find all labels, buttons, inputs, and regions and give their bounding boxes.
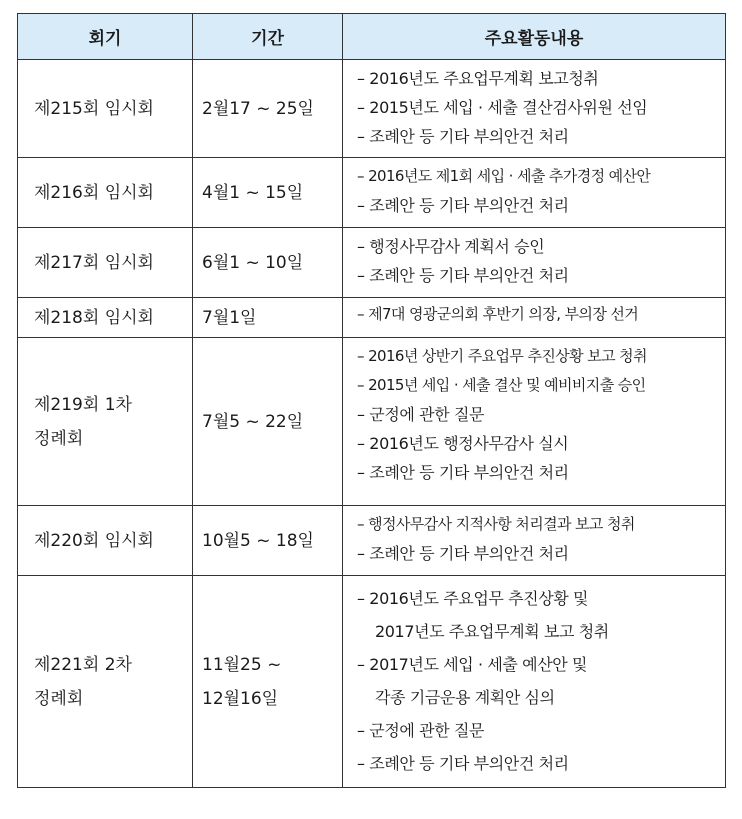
header-row [18, 14, 726, 60]
session-cell [18, 338, 193, 506]
activity-item: – 군정에 관한 질문 [357, 405, 485, 424]
period-line: 12월16일 [202, 688, 279, 709]
activity-item: – 조례안 등 기타 부의안건 처리 [357, 754, 569, 773]
activity-item: – 조례안 등 기타 부의안건 처리 [357, 463, 569, 482]
activity-item: – 조례안 등 기타 부의안건 처리 [357, 196, 569, 215]
table-row [18, 60, 726, 158]
period-cell: 7월5 ~ 22일 [193, 338, 343, 506]
activities-cell [343, 228, 726, 298]
session-cell: 제218회 임시회 [18, 298, 193, 338]
activity-item: 2017년도 주요업무계획 보고 청취 [375, 622, 609, 641]
period-cell: 7월1일 [193, 298, 343, 338]
activity-item: – 조례안 등 기타 부의안건 처리 [357, 266, 569, 285]
session-line: 정례회 [34, 428, 84, 449]
table-row [18, 228, 726, 298]
session-cell: 제215회 임시회 [18, 60, 193, 158]
header-session: 회기 [18, 14, 193, 60]
period-cell: 4월1 ~ 15일 [193, 158, 343, 228]
activity-item: – 2016년도 제1회 세입 · 세출 추가경정 예산안 [357, 167, 651, 185]
activity-item: 각종 기금운용 계획안 심의 [375, 688, 555, 707]
table-row [18, 576, 726, 788]
table-row [18, 338, 726, 506]
session-cell [18, 576, 193, 788]
activity-item: – 2016년도 주요업무 추진상황 및 [357, 589, 589, 608]
activity-item: – 2015년도 세입 · 세출 결산검사위원 선임 [357, 98, 648, 117]
activities-cell [343, 576, 726, 788]
activities-cell [343, 506, 726, 576]
activity-item: – 2016년도 행정사무감사 실시 [357, 434, 569, 453]
activity-item: – 2016년도 주요업무계획 보고청취 [357, 69, 599, 88]
table-row [18, 506, 726, 576]
period-cell [193, 576, 343, 788]
activities-cell [343, 60, 726, 158]
activities-cell [343, 338, 726, 506]
session-cell: 제220회 임시회 [18, 506, 193, 576]
activity-item: – 2015년 세입 · 세출 결산 및 예비비지출 승인 [357, 376, 646, 394]
activity-item: – 행정사무감사 지적사항 처리결과 보고 청취 [357, 515, 635, 533]
session-line: 제219회 1차 [34, 394, 132, 415]
session-cell: 제217회 임시회 [18, 228, 193, 298]
activities-cell [343, 298, 726, 338]
activities-cell [343, 158, 726, 228]
activity-item: – 군정에 관한 질문 [357, 721, 485, 740]
table-row [18, 298, 726, 338]
activity-item: – 조례안 등 기타 부의안건 처리 [357, 544, 569, 563]
activity-item: – 2017년도 세입 · 세출 예산안 및 [357, 655, 588, 674]
activity-item: – 조례안 등 기타 부의안건 처리 [357, 127, 569, 146]
period-line: 11월25 ~ [202, 654, 282, 675]
activity-item: – 행정사무감사 계획서 승인 [357, 237, 545, 256]
period-cell: 6월1 ~ 10일 [193, 228, 343, 298]
session-line: 제221회 2차 [34, 654, 132, 675]
session-line: 정례회 [34, 688, 84, 709]
activity-item: – 2016년 상반기 주요업무 추진상황 보고 청취 [357, 347, 647, 365]
table-row [18, 158, 726, 228]
activity-item: – 제7대 영광군의회 후반기 의장, 부의장 선거 [357, 305, 639, 323]
header-activities: 주요활동내용 [343, 14, 726, 60]
period-cell: 2월17 ~ 25일 [193, 60, 343, 158]
council-sessions-table [17, 13, 726, 788]
period-cell: 10월5 ~ 18일 [193, 506, 343, 576]
session-cell: 제216회 임시회 [18, 158, 193, 228]
header-period: 기간 [193, 14, 343, 60]
